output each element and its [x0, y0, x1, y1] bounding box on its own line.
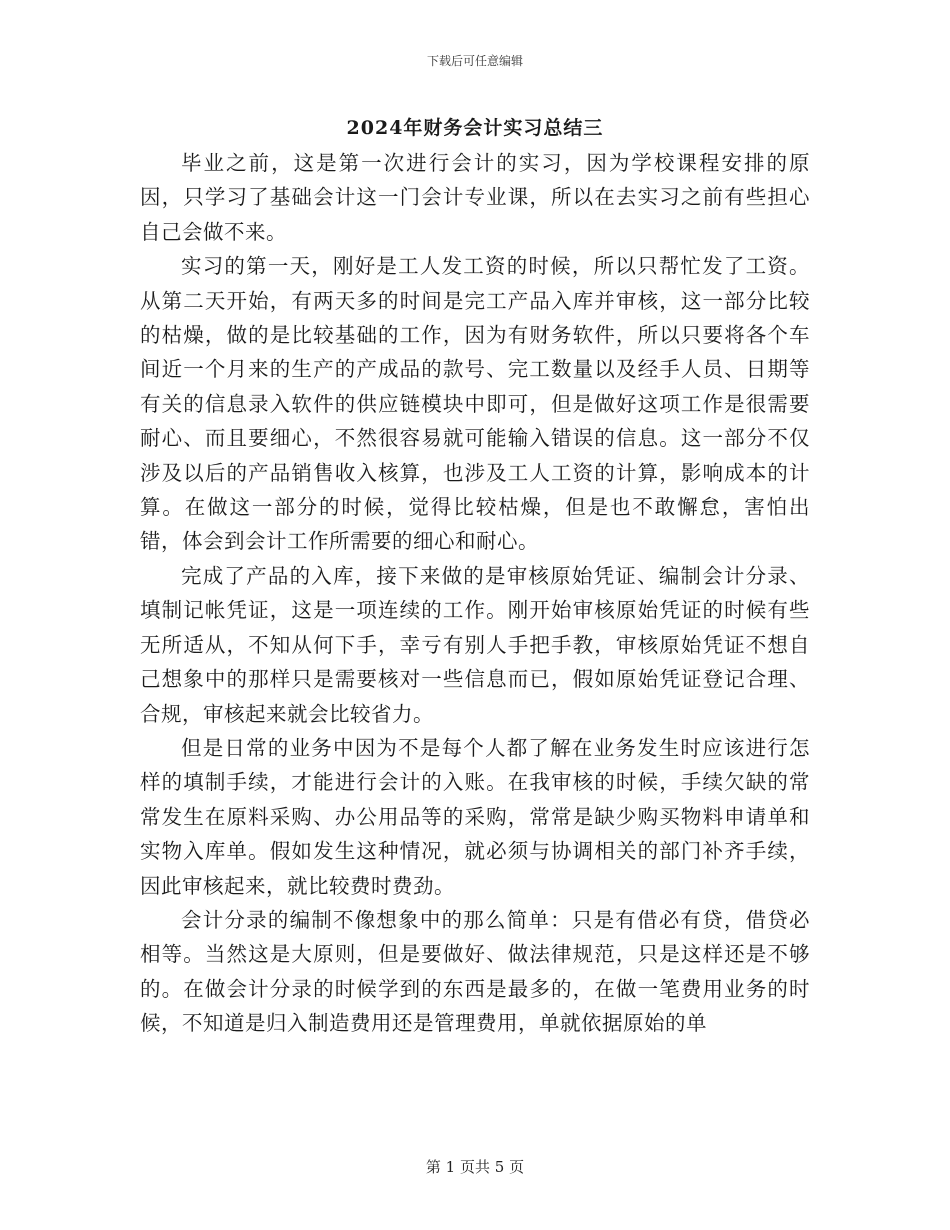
paragraph-1: 毕业之前，这是第一次进行会计的实习，因为学校课程安排的原因，只学习了基础会计这一门会计专业课，所以在去实习之前有些担心自己会做不来。	[140, 151, 810, 244]
paragraph-3: 完成了产品的入库，接下来做的是审核原始凭证、编制会计分录、填制记帐凭证，这是一项连续的工作。刚开始审核原始凭证的时候有些无所适从，不知从何下手，幸亏有别人手把手教，审核原始凭证不想自己想象中的那样只是需要核对一些信息而已，假如原始凭证登记合理、合规，审核起来就会比较省力。	[140, 563, 810, 726]
page-number: 第 1 页共 5 页	[425, 1158, 525, 1176]
page-header-note: 下载后可任意编辑	[426, 54, 523, 68]
document-body	[140, 146, 810, 1041]
paragraph-4: 但是日常的业务中因为不是每个人都了解在业务发生时应该进行怎样的填制手续，才能进行会计的入账。在我审核的时候，手续欠缺的常常发生在原料采购、办公用品等的采购，常常是缺少购买物料申请单和实物入库单。假如发生这种情况，就必须与协调相关的部门补齐手续，因此审核起来，就比较费时费劲。	[140, 735, 810, 898]
paragraph-2: 实习的第一天，刚好是工人发工资的时候，所以只帮忙发了工资。从第二天开始，有两天多的时间是完工产品入库并审核，这一部分比较的枯燥，做的是比较基础的工作，因为有财务软件，所以只要将各个车间近一个月来的生产的产成品的款号、完工数量以及经手人员、日期等有关的信息录入软件的供应链模块中即可，但是做好这项工作是很需要耐心、而且要细心，不然很容易就可能输入错误的信息。这一部分不仅涉及以后的产品销售收入核算，也涉及工人工资的计算，影响成本的计算。在做这一部分的时候，觉得比较枯燥，但是也不敢懈怠，害怕出错，体会到会计工作所需要的细心和耐心。	[140, 254, 810, 554]
document-title: 2024年财务会计实习总结三	[346, 117, 604, 139]
paragraph-5: 会计分录的编制不像想象中的那么简单：只是有借必有贷，借贷必相等。当然这是大原则，但是要做好、做法律规范，只是这样还是不够的。在做会计分录的时候学到的东西是最多的，在做一笔费用业务的时候，不知道是归入制造费用还是管理费用，单就依据原始的单	[140, 907, 810, 1036]
